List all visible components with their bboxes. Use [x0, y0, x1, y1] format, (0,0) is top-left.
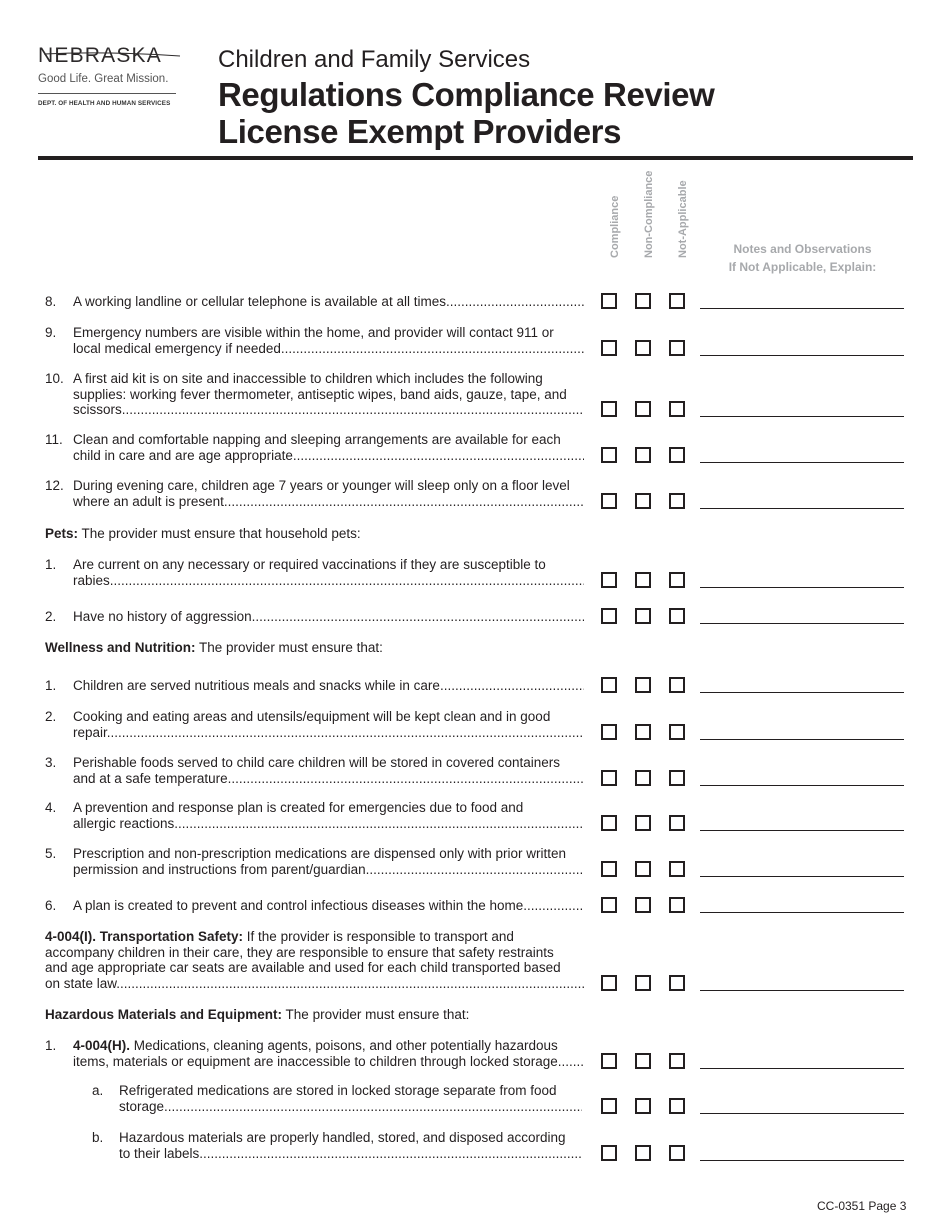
- not-applicable-checkbox[interactable]: [669, 572, 685, 588]
- item-number: 10.: [45, 371, 64, 386]
- item-number: 4.: [45, 800, 57, 815]
- column-header-compliance: [599, 160, 619, 270]
- not-applicable-checkbox[interactable]: [669, 861, 685, 877]
- logo-divider: [38, 93, 176, 94]
- column-header-compliance-label: Compliance: [609, 195, 621, 258]
- page-title-line2: License Exempt Providers: [218, 113, 622, 150]
- non-compliance-checkbox[interactable]: [635, 975, 651, 991]
- not-applicable-checkbox[interactable]: [669, 677, 685, 693]
- non-compliance-checkbox[interactable]: [635, 897, 651, 913]
- compliance-checkbox[interactable]: [601, 770, 617, 786]
- non-compliance-checkbox[interactable]: [635, 1145, 651, 1161]
- notes-line[interactable]: [700, 308, 904, 309]
- non-compliance-checkbox[interactable]: [635, 340, 651, 356]
- item-number: 5.: [45, 846, 57, 861]
- column-header-non-compliance-label: Non-Compliance: [643, 170, 655, 258]
- not-applicable-checkbox[interactable]: [669, 447, 685, 463]
- notes-line[interactable]: [700, 912, 904, 913]
- item-number: 8.: [45, 294, 57, 309]
- non-compliance-checkbox[interactable]: [635, 293, 651, 309]
- column-header-not-applicable: [667, 160, 687, 270]
- item-number: 1.: [45, 678, 57, 693]
- notes-header-line1: Notes and Observations: [733, 242, 872, 256]
- item-text: A first aid kit is on site and inaccessible to children which includes the following supplies: working fever thermometer, antiseptic wipes, band aids, gauze, tape, and scissors .....: [73, 371, 584, 418]
- notes-line[interactable]: [700, 623, 904, 624]
- compliance-checkbox[interactable]: [601, 677, 617, 693]
- notes-line[interactable]: [700, 355, 904, 356]
- section-heading-hazardous: Hazardous Materials and Equipment: The provider must ensure that:: [45, 1007, 470, 1022]
- notes-header-line2: If Not Applicable, Explain:: [728, 259, 877, 274]
- not-applicable-checkbox[interactable]: [669, 608, 685, 624]
- non-compliance-checkbox[interactable]: [635, 1098, 651, 1114]
- item-text: Clean and comfortable napping and sleeping arrangements are available for each child in care and are age appropriate .....: [73, 432, 584, 463]
- logo-swoosh-icon: [38, 45, 183, 67]
- non-compliance-checkbox[interactable]: [635, 770, 651, 786]
- item-number: 2.: [45, 709, 57, 724]
- item-text: Refrigerated medications are stored in locked storage separate from food storage .....: [119, 1083, 582, 1114]
- compliance-checkbox[interactable]: [601, 447, 617, 463]
- non-compliance-checkbox[interactable]: [635, 447, 651, 463]
- item-number: 3.: [45, 755, 57, 770]
- page-subtitle: Children and Family Services: [218, 46, 531, 73]
- column-header-not-applicable-label: Not-Applicable: [677, 180, 689, 258]
- compliance-checkbox[interactable]: [601, 293, 617, 309]
- compliance-checkbox[interactable]: [601, 493, 617, 509]
- notes-line[interactable]: [700, 1113, 904, 1114]
- notes-line[interactable]: [700, 1068, 904, 1069]
- not-applicable-checkbox[interactable]: [669, 975, 685, 991]
- compliance-checkbox[interactable]: [601, 975, 617, 991]
- non-compliance-checkbox[interactable]: [635, 401, 651, 417]
- compliance-checkbox[interactable]: [601, 724, 617, 740]
- logo-tagline: Good Life. Great Mission.: [38, 73, 169, 85]
- notes-line[interactable]: [700, 1160, 904, 1161]
- notes-line[interactable]: [700, 785, 904, 786]
- notes-line[interactable]: [700, 692, 904, 693]
- item-number: 2.: [45, 609, 57, 624]
- item-number: b.: [92, 1130, 104, 1145]
- non-compliance-checkbox[interactable]: [635, 1053, 651, 1069]
- item-text: A working landline or cellular telephone is available at all times .....: [73, 294, 584, 310]
- non-compliance-checkbox[interactable]: [635, 861, 651, 877]
- notes-line[interactable]: [700, 587, 904, 588]
- compliance-checkbox[interactable]: [601, 572, 617, 588]
- not-applicable-checkbox[interactable]: [669, 1053, 685, 1069]
- notes-line[interactable]: [700, 739, 904, 740]
- compliance-checkbox[interactable]: [601, 608, 617, 624]
- compliance-checkbox[interactable]: [601, 1098, 617, 1114]
- compliance-checkbox[interactable]: [601, 897, 617, 913]
- non-compliance-checkbox[interactable]: [635, 493, 651, 509]
- not-applicable-checkbox[interactable]: [669, 724, 685, 740]
- page-title-line1: Regulations Compliance Review: [218, 76, 715, 113]
- not-applicable-checkbox[interactable]: [669, 493, 685, 509]
- item-text: Have no history of aggression .....: [73, 609, 584, 625]
- compliance-checkbox[interactable]: [601, 1053, 617, 1069]
- item-text: Children are served nutritious meals and snacks while in care .....: [73, 678, 584, 694]
- item-number: 1.: [45, 1038, 57, 1053]
- not-applicable-checkbox[interactable]: [669, 293, 685, 309]
- item-text: 4-004(H). Medications, cleaning agents, poisons, and other potentially hazardous items, materials or equipment are inaccessible to children through locked storage .....: [73, 1038, 584, 1069]
- non-compliance-checkbox[interactable]: [635, 608, 651, 624]
- item-number: 6.: [45, 898, 57, 913]
- notes-line[interactable]: [700, 508, 904, 509]
- item-number: 9.: [45, 325, 57, 340]
- compliance-checkbox[interactable]: [601, 340, 617, 356]
- non-compliance-checkbox[interactable]: [635, 572, 651, 588]
- non-compliance-checkbox[interactable]: [635, 724, 651, 740]
- section-heading-pets: Pets: The provider must ensure that household pets:: [45, 526, 361, 541]
- not-applicable-checkbox[interactable]: [669, 340, 685, 356]
- item-number: a.: [92, 1083, 104, 1098]
- item-number: 11.: [45, 432, 63, 447]
- not-applicable-checkbox[interactable]: [669, 897, 685, 913]
- item-number: 12.: [45, 478, 64, 493]
- column-header-notes: [700, 241, 905, 276]
- item-text: A plan is created to prevent and control infectious diseases within the home .....: [73, 898, 584, 914]
- notes-line[interactable]: [700, 416, 904, 417]
- page-title: [218, 76, 714, 150]
- compliance-checkbox[interactable]: [601, 401, 617, 417]
- item-text: A prevention and response plan is created for emergencies due to food and allergic reactions .....: [73, 800, 584, 831]
- not-applicable-checkbox[interactable]: [669, 1145, 685, 1161]
- non-compliance-checkbox[interactable]: [635, 815, 651, 831]
- item-text: Hazardous materials are properly handled, stored, and disposed according to their labels .....: [119, 1130, 582, 1161]
- item-number: 1.: [45, 557, 57, 572]
- not-applicable-checkbox[interactable]: [669, 770, 685, 786]
- not-applicable-checkbox[interactable]: [669, 815, 685, 831]
- compliance-checkbox[interactable]: [601, 1145, 617, 1161]
- item-text: Emergency numbers are visible within the home, and provider will contact 911 or local medical emergency if needed .....: [73, 325, 584, 356]
- logo-department: DEPT. OF HEALTH AND HUMAN SERVICES: [38, 100, 171, 107]
- notes-line[interactable]: [700, 990, 904, 991]
- item-text: Prescription and non-prescription medications are dispensed only with prior written permission and instructions from parent/guardian .....: [73, 846, 584, 877]
- section-heading-wellness: Wellness and Nutrition: The provider must ensure that:: [45, 640, 383, 655]
- item-text: Cooking and eating areas and utensils/equipment will be kept clean and in good repair .....: [73, 709, 584, 740]
- not-applicable-checkbox[interactable]: [669, 1098, 685, 1114]
- logo-wordmark: NEBRASKA: [38, 44, 162, 67]
- footer-form-code: CC-0351 Page 3: [817, 1199, 907, 1213]
- item-text: Perishable foods served to child care children will be stored in covered containers and at a safe temperature .....: [73, 755, 584, 786]
- non-compliance-checkbox[interactable]: [635, 677, 651, 693]
- item-text: During evening care, children age 7 years or younger will sleep only on a floor level where an adult is present .....: [73, 478, 584, 509]
- compliance-checkbox[interactable]: [601, 815, 617, 831]
- notes-line[interactable]: [700, 876, 904, 877]
- item-text: Are current on any necessary or required vaccinations if they are susceptible to rabies .....: [73, 557, 584, 588]
- column-header-non-compliance: [633, 160, 653, 270]
- notes-line[interactable]: [700, 462, 904, 463]
- not-applicable-checkbox[interactable]: [669, 401, 685, 417]
- notes-line[interactable]: [700, 830, 904, 831]
- compliance-checkbox[interactable]: [601, 861, 617, 877]
- header-rule: [38, 156, 913, 160]
- item-text: 4-004(I). Transportation Safety: If the provider is responsible to transport and accompany children in their care, they are responsible to ensure that safety restraints and age appropriate car seats are available and used for each child transported based on state law .....: [45, 929, 584, 991]
